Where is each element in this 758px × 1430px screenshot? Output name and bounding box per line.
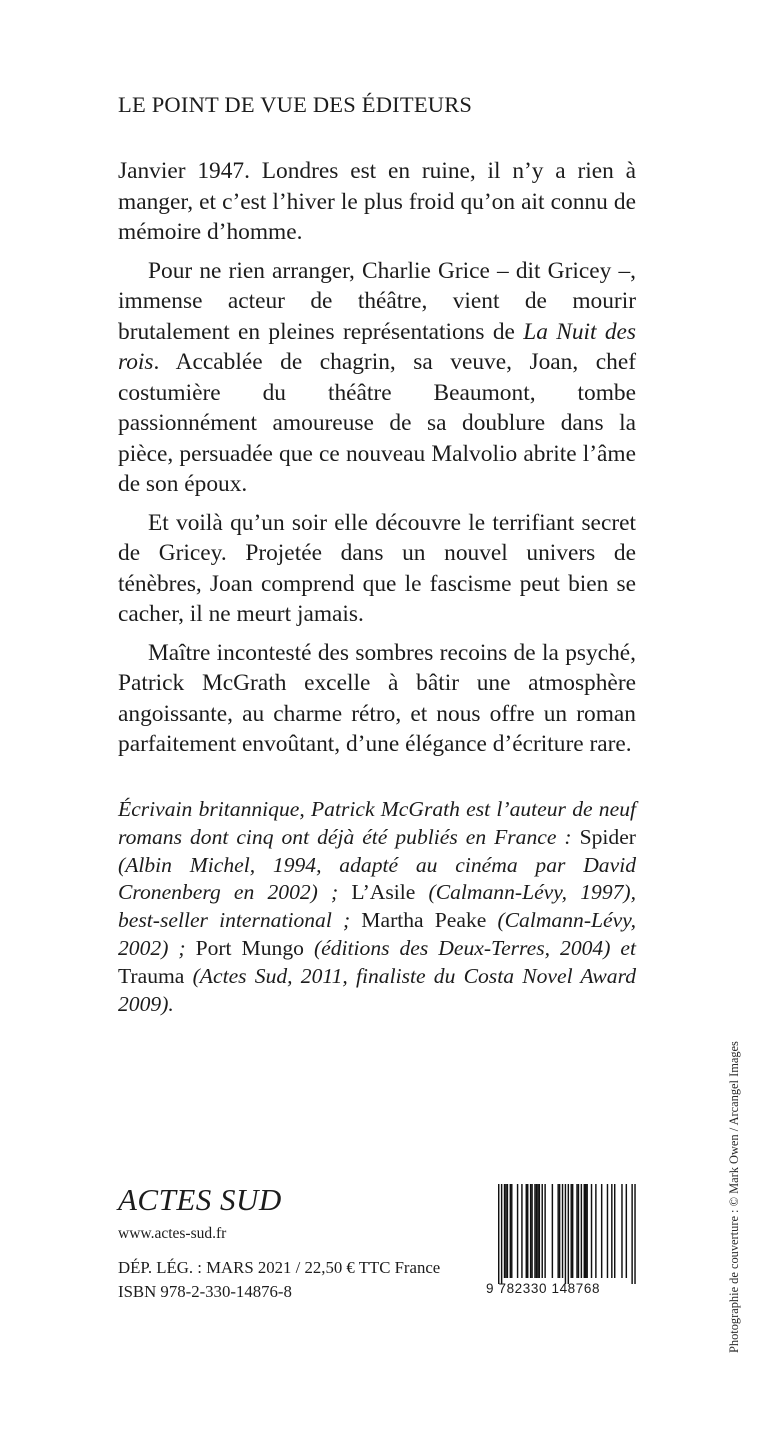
legal-deposit-price: DÉP. LÉG. : MARS 2021 / 22,50 € TTC France <box>118 1258 441 1277</box>
barcode-bar <box>530 1184 531 1278</box>
section-heading: LE POINT DE VUE DES ÉDITEURS <box>118 92 473 117</box>
synopsis-paragraph-2 <box>118 256 636 500</box>
barcode-bar <box>526 1184 527 1278</box>
publisher-website: www.actes-sud.fr <box>118 1225 227 1242</box>
barcode <box>486 1184 642 1296</box>
barcode-bar <box>572 1184 573 1278</box>
book-title-port-mungo: Port Mungo <box>195 935 304 960</box>
barcode-bar <box>511 1184 512 1278</box>
barcode-bar <box>562 1184 563 1278</box>
barcode-bar <box>568 1184 569 1284</box>
barcode-bar <box>576 1184 577 1278</box>
barcode-bar <box>595 1184 596 1278</box>
isbn: ISBN 978-2-330-14876-8 <box>118 1282 292 1301</box>
synopsis-paragraph-3: Et voilà qu’un soir elle découvre le terrifiant secret de Gricey. Projetée dans un nouvel univers de ténèbres, Joan comprend que le fascisme peut bien se cacher, il ne meurt jamais. <box>118 509 636 627</box>
bio-intro: Écrivain britannique, Patrick McGrath est l’auteur de neuf romans dont cinq ont déjà été publiés en France : <box>118 797 636 849</box>
barcode-bar <box>559 1184 560 1278</box>
book-title-trauma: Trauma <box>118 963 185 988</box>
barcode-bar <box>498 1184 499 1284</box>
barcode-bar <box>521 1184 522 1278</box>
bio-info-1: (Albin Michel, 1994, adapté au cinéma par David Cronenberg en 2002) ; <box>118 852 636 905</box>
barcode-bar <box>507 1184 508 1278</box>
barcode-bar <box>601 1184 602 1278</box>
barcode-bar <box>501 1184 502 1284</box>
barcode-bar <box>542 1184 543 1278</box>
legal-info <box>118 1256 440 1304</box>
author-bio <box>118 796 636 1018</box>
synopsis <box>118 156 636 768</box>
barcode-bars <box>486 1184 642 1284</box>
barcode-bar <box>584 1184 585 1278</box>
play-title: La Nuit des rois <box>118 318 636 375</box>
synopsis-paragraph-2-end: . Accablée de chagrin, sa veuve, Joan, chef costumière du théâtre Beaumont, tombe passionnément amoureuse de sa doublure dans la pièce, persuadée que ce nouveau Malvolio abrite l’âme de son époux. <box>118 349 636 497</box>
barcode-bar <box>571 1184 572 1278</box>
barcode-bar <box>565 1184 566 1284</box>
barcode-bar <box>578 1184 579 1278</box>
synopsis-paragraph-2-start: Pour ne rien arranger, Charlie Grice – dit Gricey –, immense acteur de théâtre, vient de mourir brutalement en pleines représentations de <box>118 257 636 345</box>
barcode-bar <box>557 1184 558 1278</box>
barcode-bar <box>581 1184 582 1278</box>
synopsis-paragraph-1: Janvier 1947. Londres est en ruine, il n’y a rien à manger, et c’est l’hiver le plus froid qu’on ait connu de mémoire d’homme. <box>118 158 636 245</box>
barcode-bar <box>552 1184 553 1278</box>
barcode-bar <box>585 1184 586 1278</box>
barcode-bar <box>607 1184 608 1278</box>
barcode-bar <box>586 1184 587 1278</box>
publisher-logo: ACTES SUD <box>118 1182 282 1217</box>
barcode-bar <box>591 1184 592 1278</box>
barcode-bar <box>505 1184 506 1278</box>
barcode-bar <box>517 1184 518 1278</box>
book-title-spider: Spider <box>579 824 636 849</box>
barcode-bar <box>621 1184 622 1278</box>
barcode-bar <box>537 1184 538 1278</box>
barcode-bar <box>531 1184 532 1278</box>
barcode-bar <box>539 1184 540 1278</box>
barcode-bar <box>536 1184 537 1278</box>
bio-info-5: (Actes Sud, 2011, finaliste du Costa Novel Award 2009). <box>118 963 636 1016</box>
bio-info-2: (Calmann-Lévy, 1997), best-seller international ; <box>118 880 636 933</box>
barcode-bar <box>527 1184 528 1278</box>
bio-info-3: (Calmann-Lévy, 2002) ; <box>118 908 636 960</box>
book-title-martha-peake: Martha Peake <box>361 908 487 933</box>
barcode-bar <box>544 1184 545 1278</box>
barcode-digits: 9 782330 148768 <box>486 1281 601 1296</box>
photo-credit: Photographie de couverture : © Mark Owen / Arcangel Images <box>727 1041 741 1353</box>
barcode-bar <box>614 1184 615 1278</box>
barcode-bar <box>634 1184 635 1284</box>
barcode-bar <box>510 1184 511 1278</box>
barcode-bar <box>504 1184 505 1278</box>
barcode-bar <box>611 1184 612 1278</box>
book-title-asile: L’Asile <box>351 880 416 905</box>
barcode-bar <box>631 1184 632 1284</box>
barcode-bar <box>534 1184 535 1278</box>
bio-info-4: (éditions des Deux-Terres, 2004) et <box>303 935 636 960</box>
synopsis-paragraph-4: Maître incontesté des sombres recoins de la psyché, Patrick McGrath excelle à bâtir une atmosphère angoissante, au charme rétro, et nous offre un roman parfaitement envoûtant, d’une élégance d’écriture rare. <box>118 639 636 757</box>
barcode-bar <box>626 1184 627 1278</box>
